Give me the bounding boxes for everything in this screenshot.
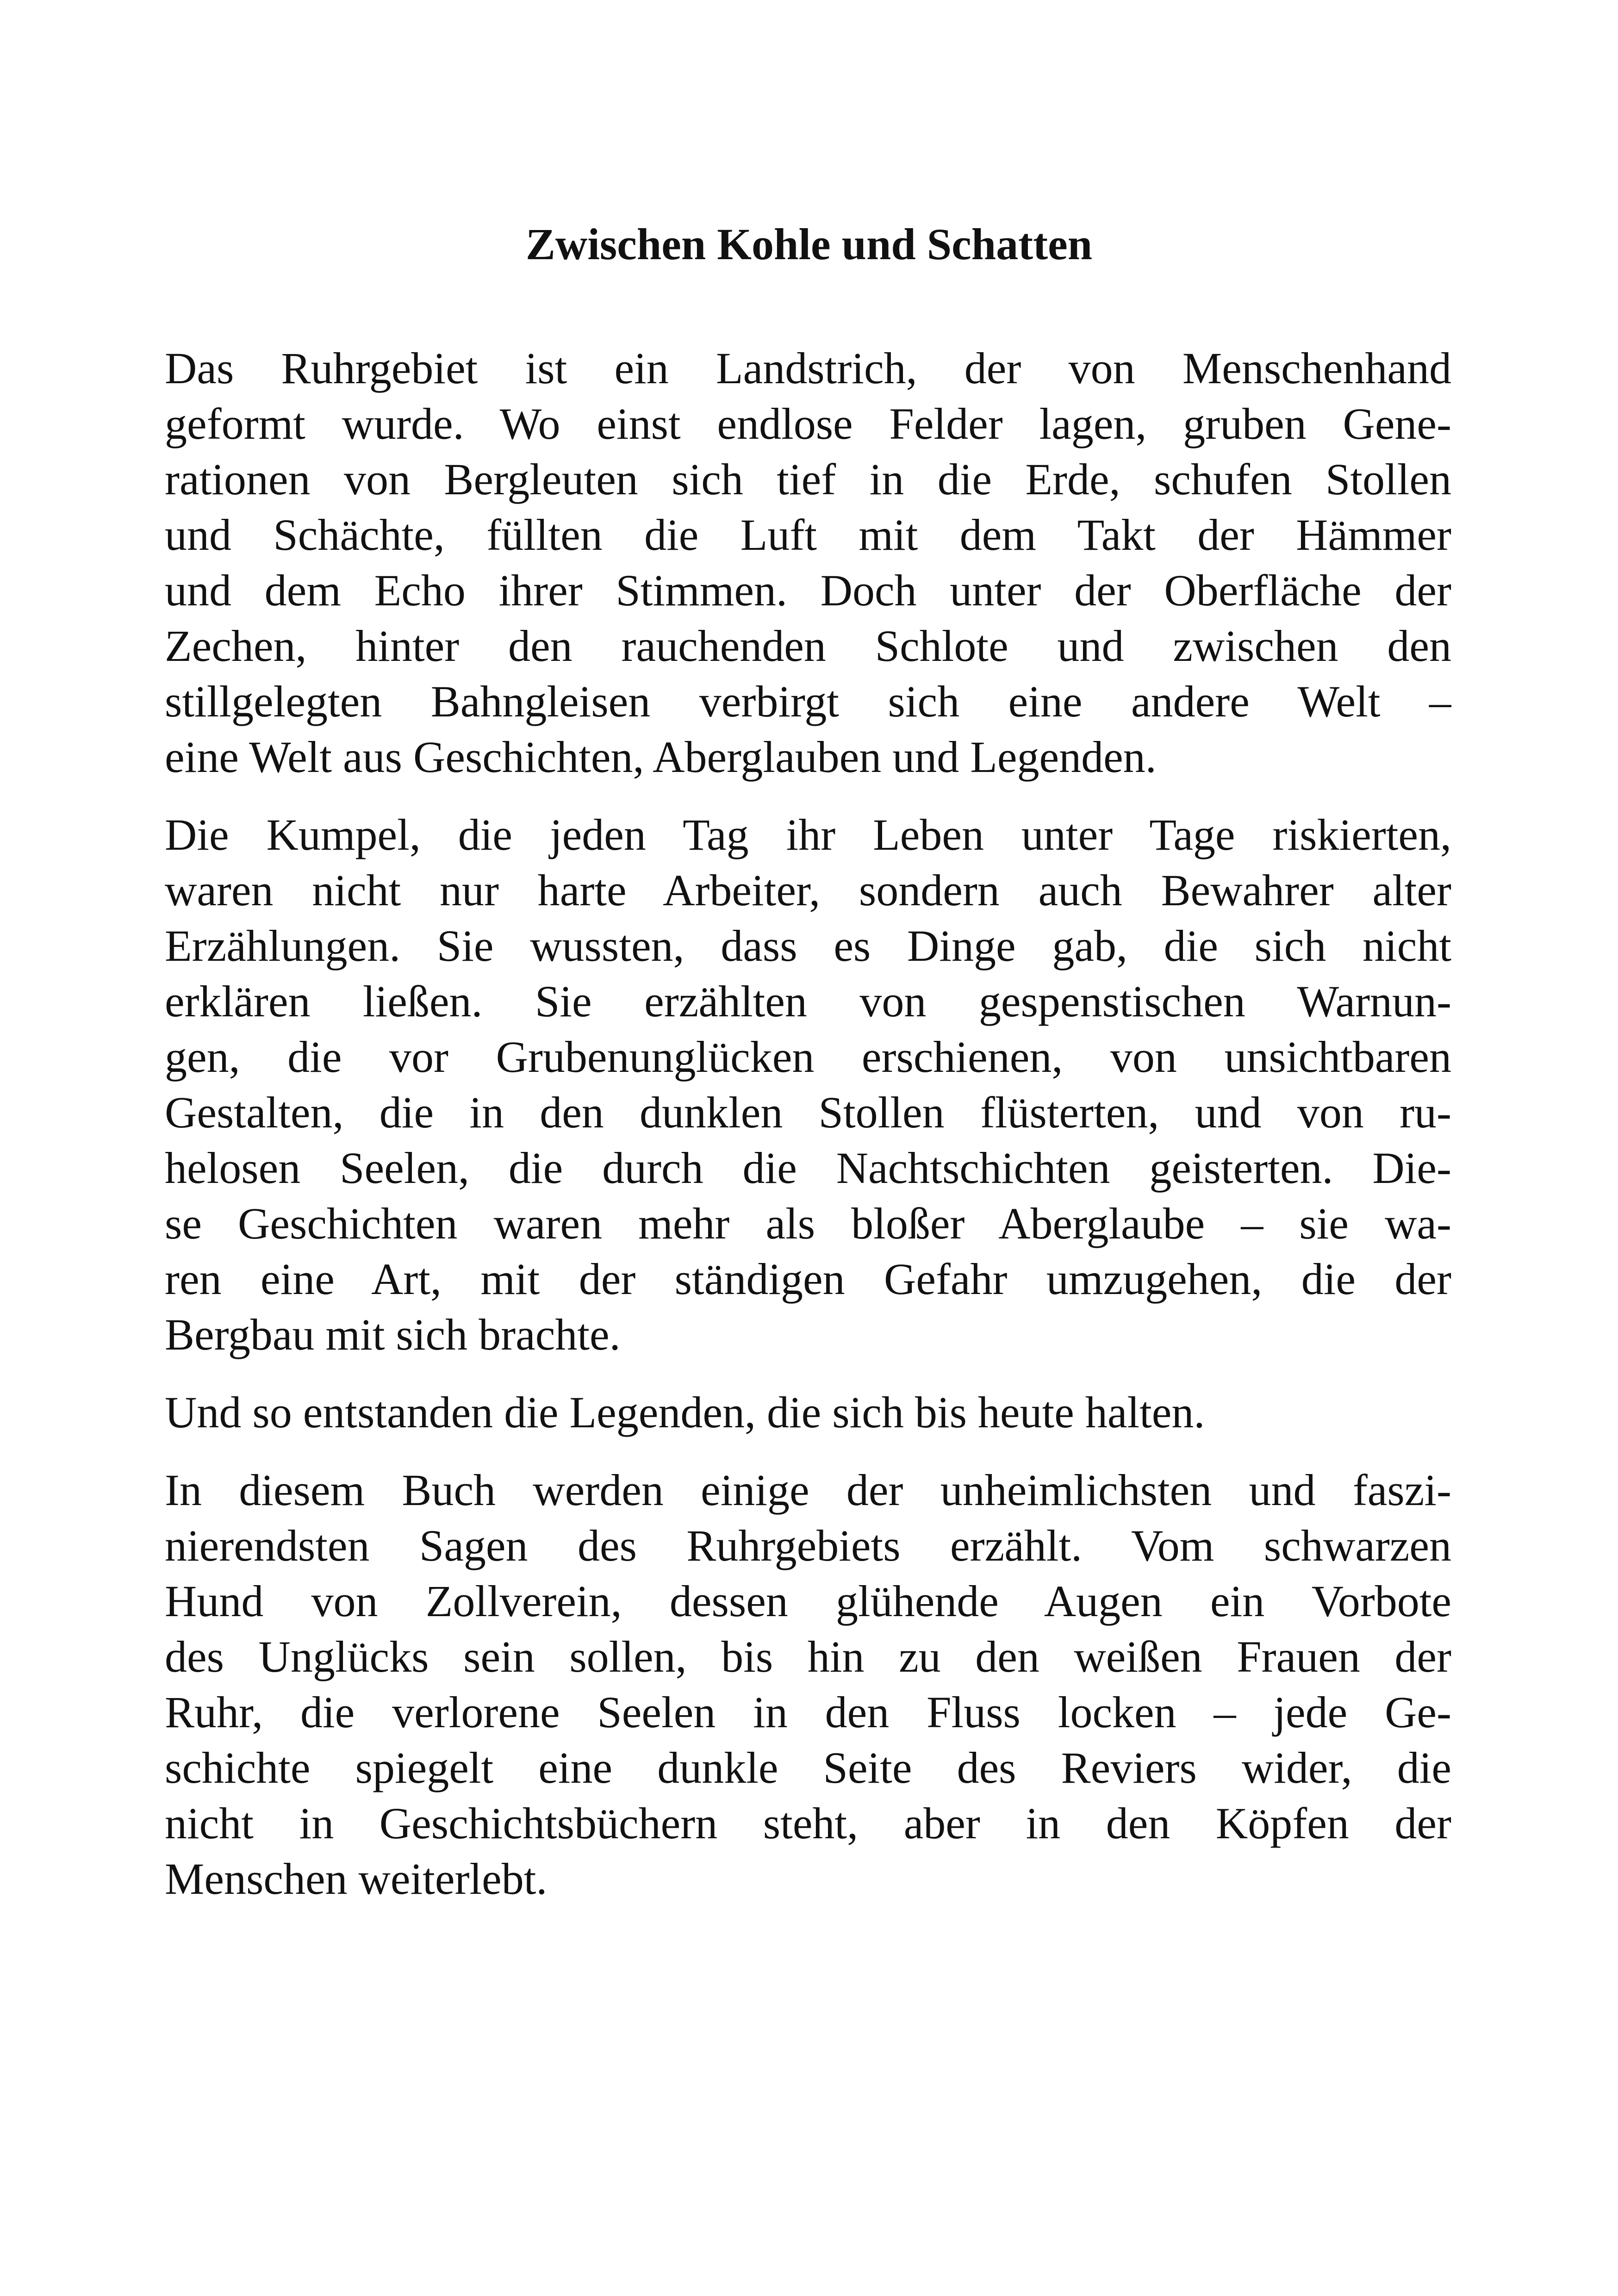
text-line: waren nicht nur harte Arbeiter, sondern auch Bewahrer alter xyxy=(165,865,1451,915)
paragraph xyxy=(165,1462,1451,1907)
text-line: Hund von Zollverein, dessen glühende Augen ein Vorbote xyxy=(165,1576,1451,1626)
text-line: Bergbau mit sich brachte. xyxy=(165,1310,621,1359)
text-line: se Geschichten waren mehr als bloßer Aberglaube – sie wa- xyxy=(165,1199,1451,1248)
paragraph xyxy=(165,341,1451,785)
text-line: schichte spiegelt eine dunkle Seite des Reviers wider, die xyxy=(165,1743,1451,1792)
text-line: Das Ruhrgebiet ist ein Landstrich, der von Menschenhand xyxy=(165,343,1451,393)
page-title: Zwischen Kohle und Schatten xyxy=(525,219,1093,269)
text-line: und dem Echo ihrer Stimmen. Doch unter der Oberfläche der xyxy=(165,566,1451,615)
text-line: ren eine Art, mit der ständigen Gefahr umzugehen, die der xyxy=(165,1254,1451,1304)
paragraph xyxy=(165,807,1451,1363)
text-line: Gestalten, die in den dunklen Stollen flüsterten, und von ru- xyxy=(165,1088,1451,1137)
text-line: geformt wurde. Wo einst endlose Felder lagen, gruben Gene- xyxy=(165,399,1451,448)
text-line: gen, die vor Grubenunglücken erschienen, von unsichtbaren xyxy=(165,1032,1451,1082)
paragraph xyxy=(165,1385,1451,1440)
text-line: Und so entstanden die Legenden, die sich bis heute halten. xyxy=(165,1388,1205,1437)
text-line: helosen Seelen, die durch die Nachtschichten geisterten. Die- xyxy=(165,1143,1451,1193)
text-line: Erzählungen. Sie wussten, dass es Dinge gab, die sich nicht xyxy=(165,921,1451,971)
text-line: In diesem Buch werden einige der unheimlichsten und faszi- xyxy=(165,1465,1451,1515)
text-line: und Schächte, füllten die Luft mit dem Takt der Hämmer xyxy=(165,510,1451,560)
text-line: eine Welt aus Geschichten, Aberglauben und Legenden. xyxy=(165,732,1157,782)
body-text xyxy=(165,341,1451,1929)
text-line: Zechen, hinter den rauchenden Schlote und zwischen den xyxy=(165,621,1451,671)
text-line: nicht in Geschichtsbüchern steht, aber in den Köpfen der xyxy=(165,1798,1451,1848)
text-line: erklären ließen. Sie erzählten von gespenstischen Warnun- xyxy=(165,977,1451,1026)
text-line: stillgelegten Bahngleisen verbirgt sich eine andere Welt – xyxy=(165,677,1451,726)
text-line: Die Kumpel, die jeden Tag ihr Leben unter Tage riskierten, xyxy=(165,810,1451,859)
text-line: nierendsten Sagen des Ruhrgebiets erzählt. Vom schwarzen xyxy=(165,1521,1451,1570)
text-line: Menschen weiterlebt. xyxy=(165,1854,548,1904)
text-line: des Unglücks sein sollen, bis hin zu den weißen Frauen der xyxy=(165,1632,1451,1681)
text-line: rationen von Bergleuten sich tief in die Erde, schufen Stollen xyxy=(165,454,1451,504)
text-line: Ruhr, die verlorene Seelen in den Fluss locken – jede Ge- xyxy=(165,1687,1451,1737)
